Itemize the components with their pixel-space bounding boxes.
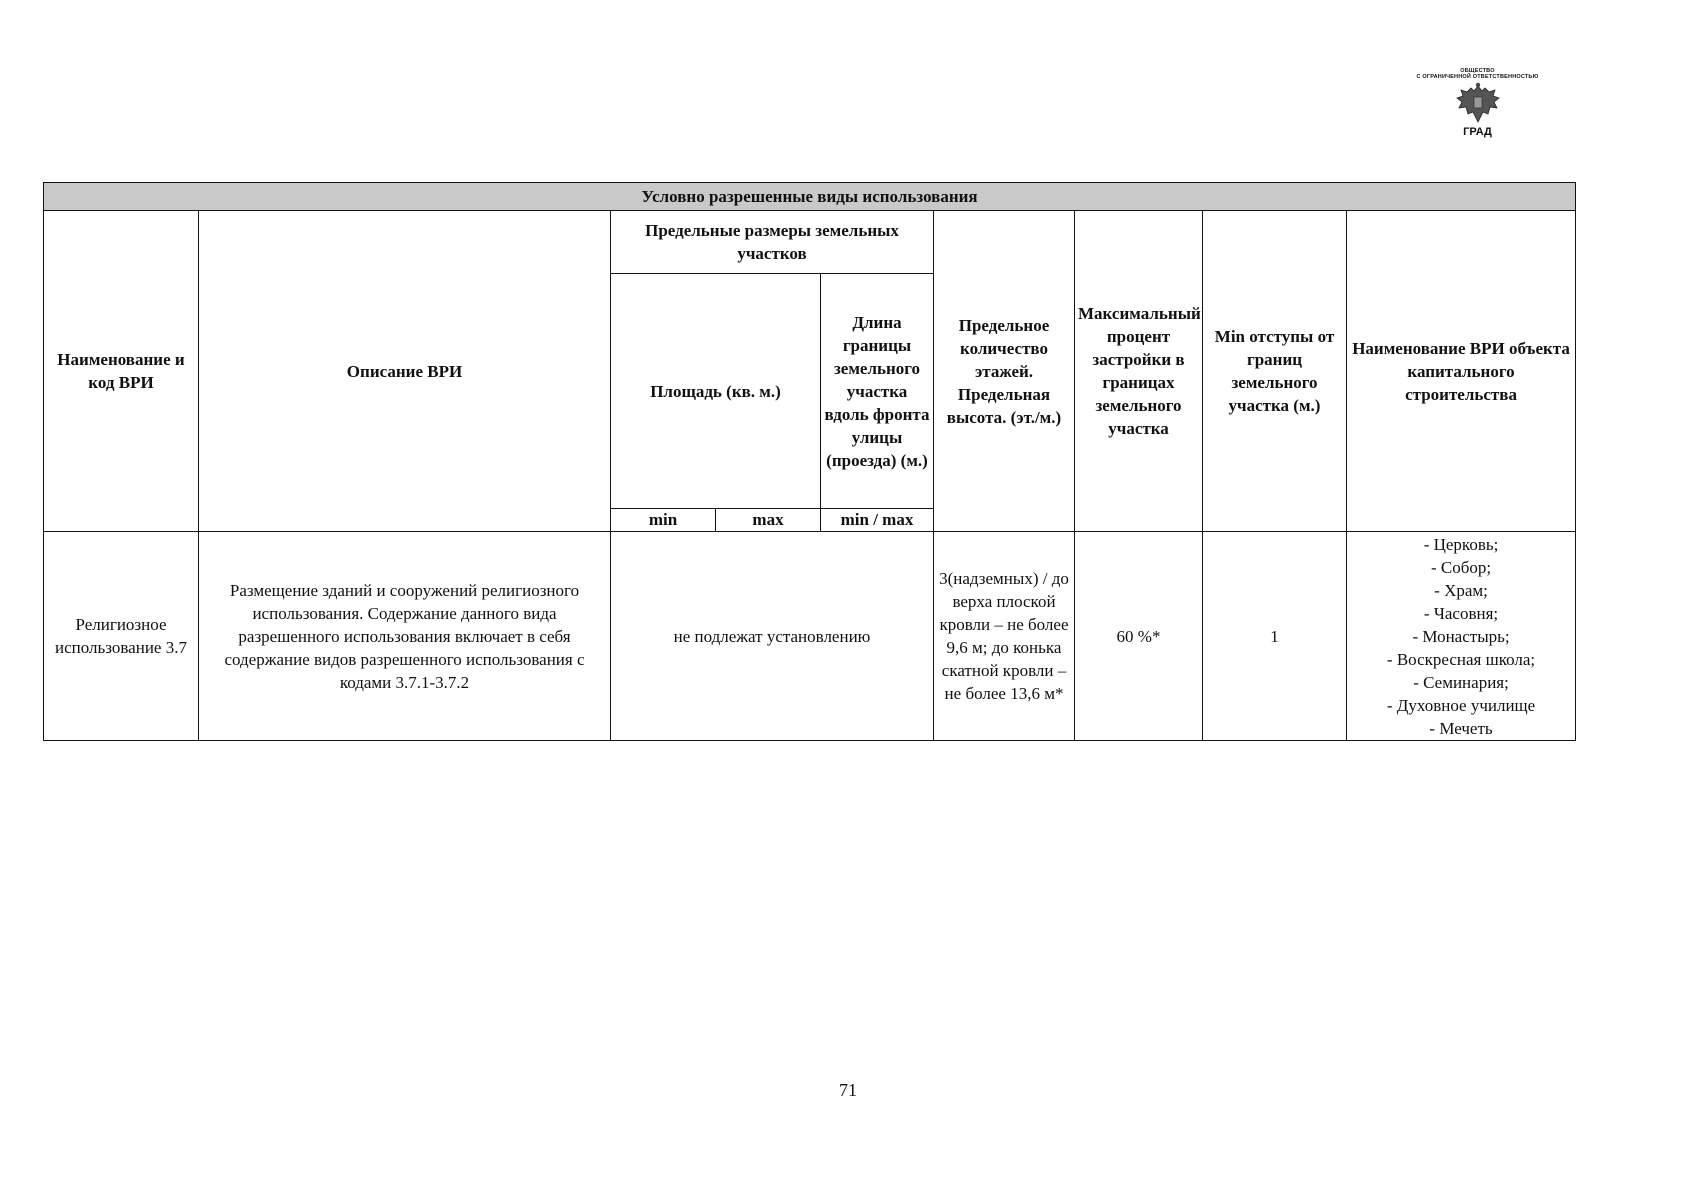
- header-plot-limits: Предельные размеры земельных участков: [611, 211, 934, 274]
- logo-org-line-2: С ОГРАНИЧЕННОЙ ОТВЕТСТВЕННОСТЬЮ: [1416, 74, 1539, 80]
- logo-org-line-1: ОБЩЕСТВО: [1460, 68, 1495, 74]
- logo-company-name: ГРАД: [1463, 126, 1492, 138]
- object-item: - Церковь;: [1423, 534, 1499, 554]
- header-area-min: min: [611, 509, 716, 532]
- cell-objects: [1347, 532, 1576, 741]
- cell-description: Размещение зданий и сооружений религиозного использования. Содержание данного вида разрешенного использования включает в себя содержание видов разрешенного использования с кодами 3.7.1-3.7.2: [199, 532, 611, 741]
- object-item: - Собор;: [1430, 557, 1492, 577]
- page-number: 71: [839, 1080, 857, 1100]
- object-item: - Монастырь;: [1412, 626, 1510, 646]
- header-frontage-min-max: min / max: [821, 509, 934, 532]
- table-title: Условно разрешенные виды использования: [44, 183, 1576, 211]
- cell-coverage: 60 %*: [1075, 532, 1203, 741]
- object-item: - Духовное училище: [1386, 695, 1536, 715]
- cell-floors-height: 3(надземных) / до верха плоской кровли – не более 9,6 м; до конька скатной кровли – не более 13,6 м*: [934, 532, 1075, 741]
- header-area-max: max: [716, 509, 821, 532]
- header-floors-height: Предельное количество этажей. Предельная высота. (эт./м.): [934, 211, 1075, 532]
- cell-name-code: Религиозное использование 3.7: [44, 532, 199, 741]
- permitted-use-table: [43, 182, 1576, 741]
- header-description: Описание ВРИ: [199, 211, 611, 532]
- object-item: - Часовня;: [1423, 603, 1499, 623]
- company-logo: [1390, 68, 1565, 154]
- header-coverage: Максимальный процент застройки в границах земельного участка: [1075, 211, 1203, 532]
- header-frontage: Длина границы земельного участка вдоль фронта улицы (проезда) (м.): [821, 274, 934, 509]
- table-row: [44, 532, 1576, 741]
- header-name-code: Наименование и код ВРИ: [44, 211, 199, 532]
- object-item: - Храм;: [1434, 580, 1488, 600]
- object-item: - Мечеть: [1429, 718, 1493, 738]
- object-item: - Семинария;: [1413, 672, 1509, 692]
- eagle-emblem-icon: [1453, 82, 1503, 126]
- cell-setbacks: 1: [1203, 532, 1347, 741]
- cell-plot-limits: не подлежат установлению: [611, 532, 934, 741]
- object-item: - Воскресная школа;: [1386, 649, 1536, 669]
- header-setbacks: Min отступы от границ земельного участка (м.): [1203, 211, 1347, 532]
- header-objects: Наименование ВРИ объекта капитального строительства: [1347, 211, 1576, 532]
- header-area: Площадь (кв. м.): [611, 274, 821, 509]
